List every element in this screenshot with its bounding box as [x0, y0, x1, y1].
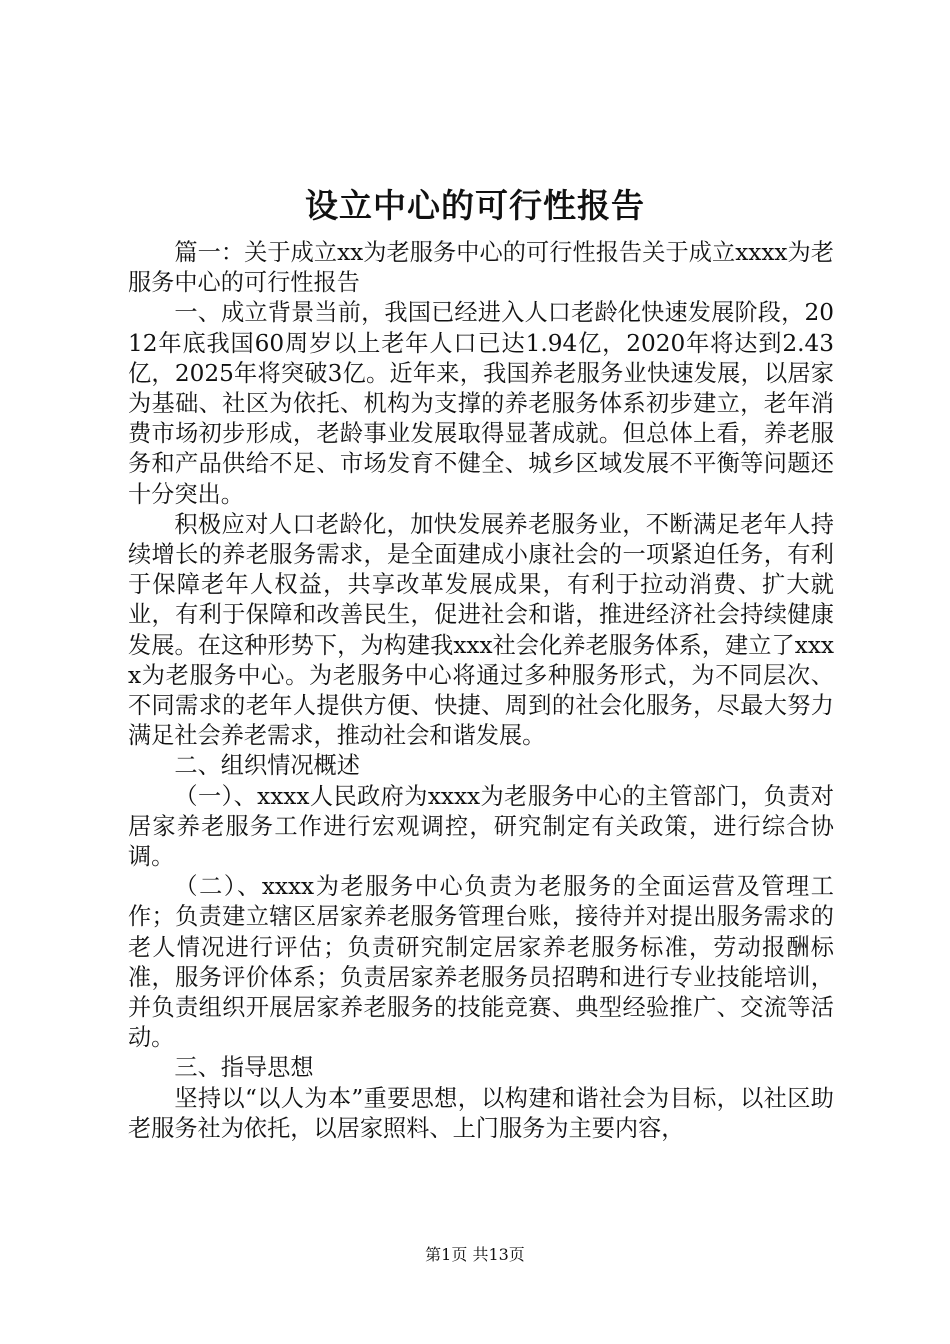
paragraph-intro: 篇一：关于成立xx为老服务中心的可行性报告关于成立xxxx为老服务中心的可行性报告 [128, 239, 834, 297]
document-body [128, 238, 834, 1144]
page-number-footer: 第1页 共13页 [425, 1245, 525, 1264]
paragraph-aging-response: 积极应对人口老龄化，加快发展养老服务业，不断满足老年人持续增长的养老服务需求，是全面建成小康社会的一项紧迫任务，有利于保障老年人权益，共享改革发展成果，有利于拉动消费、扩大就业，有利于保障和改善民生，促进社会和谐，推进经济社会持续健康发展。在这种形势下，为构建我xxx社会化养老服务体系，建立了xxxx为老服务中心。为老服务中心将通过多种服务形式，为不同层次、不同需求的老年人提供方便、快捷、周到的社会化服务，尽最大努力满足社会养老需求，推动社会和谐发展。 [128, 510, 834, 750]
paragraph-organization-1: （一）、xxxx人民政府为xxxx为老服务中心的主管部门，负责对居家养老服务工作进行宏观调控，研究制定有关政策，进行综合协调。 [128, 782, 834, 871]
section-heading-guiding-ideology: 三、指导思想 [174, 1054, 314, 1082]
section-heading-organization: 二、组织情况概述 [174, 752, 360, 780]
paragraph-guiding-ideology: 坚持以“以人为本”重要思想，以构建和谐社会为目标，以社区助老服务社为依托，以居家照料、上门服务为主要内容， [128, 1084, 834, 1142]
paragraph-background: 一、成立背景当前，我国已经进入人口老龄化快速发展阶段，2012年底我国60周岁以上老年人口已达1.94亿，2020年将达到2.43亿，2025年将突破3亿。近年来，我国养老服务业快速发展，以居家为基础、社区为依托、机构为支撑的养老服务体系初步建立，老年消费市场初步形成，老龄事业发展取得显著成就。但总体上看，养老服务和产品供给不足、市场发育不健全、城乡区域发展不平衡等问题还十分突出。 [128, 299, 834, 508]
document-title: 设立中心的可行性报告 [305, 186, 645, 225]
paragraph-organization-2: （二）、xxxx为老服务中心负责为老服务的全面运营及管理工作；负责建立辖区居家养老服务管理台账，接待并对提出服务需求的老人情况进行评估；负责研究制定居家养老服务标准，劳动报酬标准，服务评价体系；负责居家养老服务员招聘和进行专业技能培训，并负责组织开展居家养老服务的技能竞赛、典型经验推广、交流等活动。 [128, 873, 834, 1052]
